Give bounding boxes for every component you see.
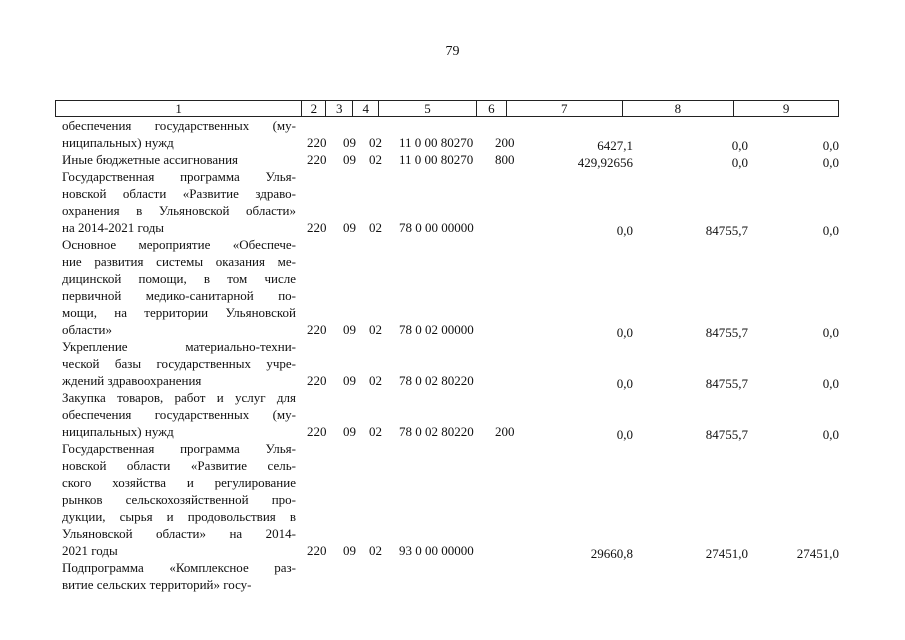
description-line: ниципальных) нужд <box>62 135 174 150</box>
description-line: Укрепление материально-техни- <box>62 339 296 354</box>
description-line: Основное мероприятие «Обеспече- <box>62 237 296 252</box>
description-line: ческой базы государственных учре- <box>62 356 296 371</box>
col-3-value: 09 <box>343 152 356 167</box>
col-8-amount: 84755,7 <box>705 376 748 391</box>
col-2-value: 220 <box>307 220 327 235</box>
description-line: дицинской помощи, в том числе <box>62 271 296 286</box>
col-4-value: 02 <box>369 220 382 235</box>
col-8-amount: 0,0 <box>731 138 748 153</box>
table-row <box>0 236 905 338</box>
col-4-value: 02 <box>369 322 382 337</box>
row-values <box>0 423 905 440</box>
col-6-code: 200 <box>495 135 515 150</box>
col-7-amount: 6427,1 <box>597 138 633 153</box>
table-body <box>0 117 905 593</box>
description-line: Иные бюджетные ассигнования <box>62 152 239 167</box>
description-line: области» <box>62 322 112 337</box>
col-4-value: 02 <box>369 373 382 388</box>
description-line: новской области «Развитие здраво- <box>62 186 296 201</box>
col-4-value: 02 <box>369 152 382 167</box>
col-7-amount: 0,0 <box>616 223 633 238</box>
row-values <box>0 321 905 338</box>
row-values <box>0 151 905 168</box>
table-row <box>0 440 905 559</box>
table-row <box>0 389 905 440</box>
header-col-5: 5 <box>379 101 477 116</box>
col-2-value: 220 <box>307 543 327 558</box>
col-8-amount: 0,0 <box>731 155 748 170</box>
header-col-1: 1 <box>56 101 302 116</box>
row-values <box>0 576 905 593</box>
col-7-amount: 29660,8 <box>590 546 633 561</box>
col-9-amount: 0,0 <box>822 155 839 170</box>
description-line: рынков сельскохозяйственной про- <box>62 492 296 507</box>
col-6-code: 200 <box>495 424 515 439</box>
description-line: охранения в Ульяновской области» <box>62 203 296 218</box>
col-5-code: 78 0 02 80220 <box>399 424 474 439</box>
col-3-value: 09 <box>343 373 356 388</box>
description-line: 2021 годы <box>62 543 118 558</box>
description-line: дукции, сырья и продовольствия в <box>62 509 296 524</box>
col-7-amount: 0,0 <box>616 427 633 442</box>
col-3-value: 09 <box>343 543 356 558</box>
row-values <box>0 219 905 236</box>
description-line: на 2014-2021 годы <box>62 220 165 235</box>
description-line: ние развития системы оказания ме- <box>62 254 296 269</box>
col-2-value: 220 <box>307 424 327 439</box>
table-row <box>0 338 905 389</box>
col-2-value: 220 <box>307 373 327 388</box>
table-row <box>0 559 905 593</box>
header-col-3: 3 <box>326 101 353 116</box>
description-line: Государственная программа Улья- <box>62 441 296 456</box>
col-7-amount: 0,0 <box>616 376 633 391</box>
header-col-7: 7 <box>507 101 623 116</box>
description-line: Подпрограмма «Комплексное раз- <box>62 560 296 575</box>
col-5-code: 93 0 00 00000 <box>399 543 474 558</box>
col-8-amount: 84755,7 <box>705 223 748 238</box>
col-4-value: 02 <box>369 543 382 558</box>
row-values <box>0 372 905 389</box>
col-3-value: 09 <box>343 135 356 150</box>
col-6-code: 800 <box>495 152 515 167</box>
page-number: 79 <box>445 44 460 59</box>
col-9-amount: 0,0 <box>822 325 839 340</box>
col-9-amount: 0,0 <box>822 427 839 442</box>
table-row <box>0 168 905 236</box>
col-7-amount: 0,0 <box>616 325 633 340</box>
col-8-amount: 84755,7 <box>705 325 748 340</box>
table-row <box>0 117 905 151</box>
col-9-amount: 27451,0 <box>796 546 839 561</box>
col-2-value: 220 <box>307 152 327 167</box>
col-5-code: 78 0 02 00000 <box>399 322 474 337</box>
col-8-amount: 27451,0 <box>705 546 748 561</box>
col-4-value: 02 <box>369 135 382 150</box>
description-line: мощи, на территории Ульяновской <box>62 305 296 320</box>
description-line: новской области «Развитие сель- <box>62 458 296 473</box>
header-col-8: 8 <box>623 101 735 116</box>
description-line: ского хозяйства и регулирование <box>62 475 296 490</box>
col-5-code: 78 0 02 80220 <box>399 373 474 388</box>
description-line: обеспечения государственных (му- <box>62 118 296 133</box>
table-header-row <box>55 100 839 117</box>
table-row <box>0 151 905 168</box>
header-col-2: 2 <box>302 101 326 116</box>
description-line: обеспечения государственных (му- <box>62 407 296 422</box>
col-5-code: 11 0 00 80270 <box>399 152 474 167</box>
description-line: первичной медико-санитарной по- <box>62 288 296 303</box>
description-line: Государственная программа Улья- <box>62 169 296 184</box>
row-values <box>0 542 905 559</box>
header-col-6: 6 <box>477 101 507 116</box>
col-9-amount: 0,0 <box>822 376 839 391</box>
col-2-value: 220 <box>307 135 327 150</box>
description-line: Закупка товаров, работ и услуг для <box>62 390 296 405</box>
col-9-amount: 0,0 <box>822 223 839 238</box>
row-values <box>0 134 905 151</box>
col-7-amount: 429,92656 <box>577 155 633 170</box>
col-5-code: 11 0 00 80270 <box>399 135 474 150</box>
col-3-value: 09 <box>343 424 356 439</box>
description-line: витие сельских территорий» госу- <box>62 577 252 592</box>
description-line: ниципальных) нужд <box>62 424 174 439</box>
col-2-value: 220 <box>307 322 327 337</box>
col-4-value: 02 <box>369 424 382 439</box>
col-3-value: 09 <box>343 220 356 235</box>
description-line: ждений здравоохранения <box>62 373 202 388</box>
col-9-amount: 0,0 <box>822 138 839 153</box>
col-5-code: 78 0 00 00000 <box>399 220 474 235</box>
col-8-amount: 84755,7 <box>705 427 748 442</box>
description-line: Ульяновской области» на 2014- <box>62 526 296 541</box>
header-col-4: 4 <box>353 101 379 116</box>
header-col-9: 9 <box>782 101 790 116</box>
col-3-value: 09 <box>343 322 356 337</box>
